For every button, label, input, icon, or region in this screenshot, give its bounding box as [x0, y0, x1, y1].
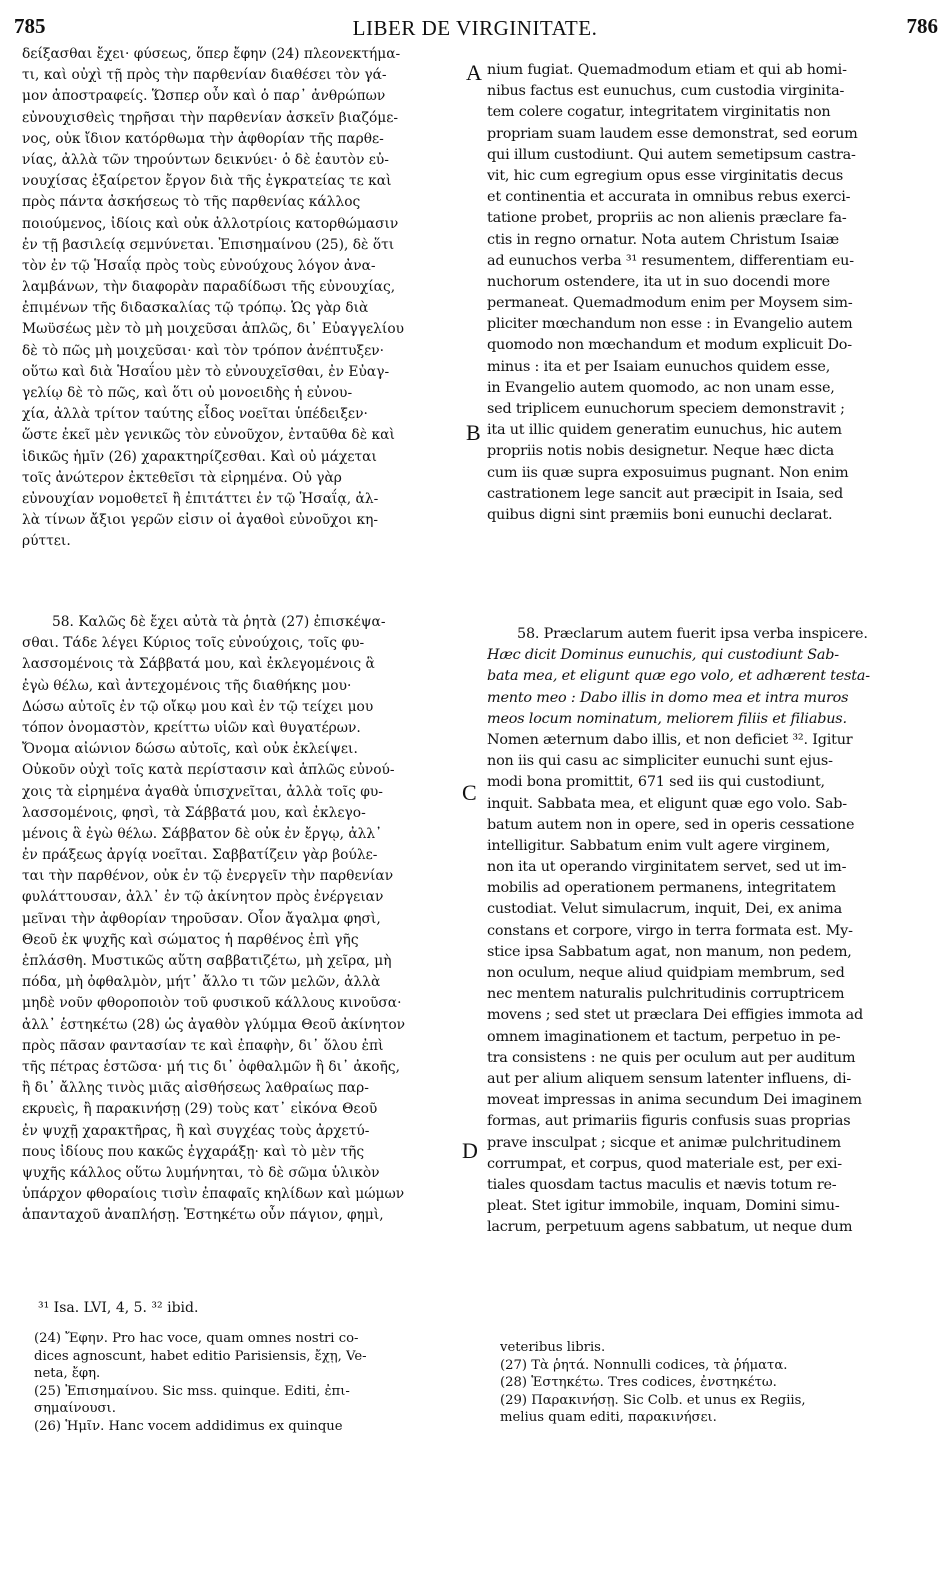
section-marker-b: B	[466, 420, 481, 445]
greek-line: μηδὲ νοῦν φθοροποιὸν τοῦ φυσικοῦ κάλλους κινοῦσα·	[22, 995, 402, 1012]
greek-line: Δώσω αὐτοῖς ἐν τῷ οἴκῳ μου καὶ ἐν τῷ τείχει μου	[22, 698, 374, 715]
greek-line: ται τὴν παρθένον, οὐκ ἐν τῷ ἐνεργεῖν τὴν παρθενίαν	[22, 868, 394, 885]
greek-line: Ὄνομα αἰώνιον δώσω αὐτοῖς, καὶ οὐκ ἐκλείψει.	[22, 741, 358, 758]
latin-line: quibus digni sint præmiis boni eunuchi declarat.	[487, 506, 833, 523]
greek-line: Θεοῦ ἐκ ψυχῆς καὶ σώματος ἡ παρθένος ἐπὶ γῆς	[22, 931, 359, 948]
left-page-number: 785	[14, 14, 46, 38]
greek-line: τοῖς ἀνώτερον ἐκτεθεῖσι τὰ εἰρημένα. Οὐ γὰρ	[22, 469, 342, 486]
greek-line: δὲ τὸ πῶς μὴ μοιχεῦσαι· καὶ τὸν τρόπον ἀνέπτυξεν·	[22, 342, 385, 359]
greek-column-section-58	[22, 612, 472, 1226]
latin-quotation-line: meos locum nominatum, meliorem filiis et filiabus.	[487, 710, 847, 727]
greek-line: ὥστε ἐκεῖ μὲν γενικῶς τὸν εὐνοῦχον, ἐνταῦθα δὲ καὶ	[22, 427, 395, 444]
latin-line: batum autem non in opere, sed in operis cessatione	[487, 816, 855, 833]
footnote-line: (25) Ἐπισημαίνου. Sic mss. quinque. Editi, ἐπι-	[34, 1383, 350, 1399]
latin-line: sed triplicem eunuchorum speciem demonstravit ;	[487, 401, 845, 417]
latin-line: omnem imaginationem et tactum, perpetuo in pe-	[487, 1028, 841, 1045]
footnote-line: (26) Ἡμῖν. Hanc vocem addidimus ex quinque	[34, 1418, 343, 1434]
greek-line: ἰδικῶς ἡμῖν (26) χαρακτηρίζεσθαι. Καὶ οὐ μάχεται	[22, 448, 377, 465]
latin-line: pleat. Stet igitur immobile, inquam, Domini simu-	[487, 1198, 840, 1215]
latin-line: modi bona promittit, 671 sed iis qui custodiunt,	[487, 774, 825, 791]
latin-line: nibus factus est eunuchus, cum custodia virginita-	[487, 83, 845, 100]
greek-line: ρύττει.	[22, 533, 71, 550]
latin-line: quomodo non mœchandum et modum explicuit Do-	[487, 337, 852, 354]
greek-line: ὑπάρχον φθοραίοις τισὶν ἐπαφαῖς κηλίδων καὶ μώμων	[22, 1186, 405, 1203]
latin-line: in Evangelio autem quomodo, ac non unam esse,	[487, 379, 835, 396]
latin-column-section-58	[487, 624, 931, 1238]
greek-line: ἐν ψυχῇ χαρακτῆρας, ἢ καὶ συγχέας τοὺς ἀρχετύ-	[22, 1122, 370, 1139]
greek-line: χοις τὰ εἰρημένα ἀγαθὰ ὑπισχνεῖται, ἀλλὰ τοῖς φυ-	[22, 783, 383, 800]
greek-line: τι, καὶ οὐχὶ τῇ πρὸς τὴν παρθενίαν διαθέσει τὸν γά-	[22, 67, 387, 84]
footnotes-left	[34, 1330, 464, 1436]
latin-line: tatione probet, propriis ac non alienis præclare fa-	[487, 210, 847, 227]
greek-line: οὕτω καὶ διὰ Ἡσαΐου μὲν τὸ εὐνουχεῖσθαι, ἐν Εὐαγ-	[22, 363, 390, 380]
greek-column-top	[22, 44, 472, 553]
latin-column-top	[487, 60, 931, 526]
section-marker-a: A	[466, 60, 482, 85]
greek-line: ἀλλ᾽ ἑστηκέτω (28) ὡς ἀγαθὸν γλύμμα Θεοῦ ἀκίνητον	[22, 1016, 406, 1033]
latin-quotation-line: bata mea, et eligunt quæ ego volo, et adhærent testa-	[487, 668, 870, 685]
greek-line: ἐν πράξεως ἀργίᾳ νοεῖται. Σαββατίζειν γὰρ βούλε-	[22, 847, 378, 864]
running-title: LIBER DE VIRGINITATE.	[352, 16, 598, 40]
greek-line: εὐνουχίαν νομοθετεῖ ἢ ἐπιτάττει ἐν τῷ Ἡσαΐᾳ, ἀλ-	[22, 490, 379, 507]
latin-line: non iis qui casu ac simpliciter eunuchi sunt ejus-	[487, 753, 833, 770]
footnotes-right	[500, 1339, 930, 1427]
greek-line: νος, οὐκ ἴδιον κατόρθωμα τὴν ἀφθορίαν τῆς παρθε-	[22, 130, 384, 147]
latin-quotation-line: Hæc dicit Dominus eunuchis, qui custodiunt Sab-	[487, 647, 839, 664]
greek-line: τόπον ὀνομαστὸν, κρείττω υἱῶν καὶ θυγατέρων.	[22, 719, 361, 736]
greek-line: ψυχῆς κάλλος οὕτω λυμήνηται, τὸ δὲ σῶμα ὑλικὸν	[22, 1164, 380, 1181]
latin-line: minus : ita et per Isaiam eunuchos quidem esse,	[487, 358, 831, 375]
latin-line: corrumpat, et corpus, quod materiale est, per exi-	[487, 1155, 842, 1172]
greek-line: Μωϋσέως μὲν τὸ μὴ μοιχεῦσαι ἁπλῶς, δι᾽ Εὐαγγελίου	[22, 321, 405, 338]
footnote-line: (28) Ἑστηκέτω. Tres codices, ἐνστηκέτω.	[500, 1375, 777, 1391]
greek-line: πους ἰδίους που κακῶς ἐγχαράξῃ· καὶ τὸ μὲν τῆς	[22, 1143, 365, 1160]
footnote-line: veteribus libris.	[500, 1340, 606, 1355]
latin-line: ad eunuchos verba ³¹ resumentem, differentiam eu-	[487, 252, 854, 269]
greek-line: χία, ἀλλὰ τρίτον ταύτης εἶδος νοεῖται ὑπέδειξεν·	[22, 406, 368, 423]
latin-line: qui illum custodiunt. Qui autem semetipsum castra-	[487, 146, 856, 163]
latin-line: nec mentem naturalis pulchritudinis corruptricem	[487, 986, 845, 1003]
latin-line: non oculum, neque aliud quidpiam membrum, sed	[487, 965, 845, 981]
footnote-line: (24) Ἔφην. Pro hac voce, quam omnes nostri co-	[34, 1331, 359, 1346]
latin-paragraph-start: 58. Præclarum autem fuerit ipsa verba inspicere.	[517, 626, 868, 642]
latin-line: propriam suam laudem esse demonstrat, sed eorum	[487, 125, 858, 142]
greek-line: νουχίσας ἐξαίρετον ἔργον διὰ τῆς ἐγκρατείας τε καὶ	[22, 173, 392, 190]
footnote-line: σημαίνουσι.	[34, 1401, 116, 1417]
greek-paragraph-start: 58. Καλῶς δὲ ἔχει αὐτὰ τὰ ῥητὰ (27) ἐπισκέψα-	[52, 614, 386, 630]
greek-line: ἐπλάσθη. Μυστικῶς αὕτη σαββατιζέτω, μὴ χεῖρα, μὴ	[22, 953, 392, 969]
latin-line: castrationem lege sancit aut præcipit in Isaia, sed	[487, 485, 843, 502]
greek-line: δείξασθαι ἔχει· φύσεως, ὅπερ ἔφην (24) πλεονεκτήμα-	[22, 46, 401, 62]
latin-line: custodiat. Velut simulacrum, inquit, Dei, ex anima	[487, 901, 842, 918]
greek-line: φυλάττουσαν, ἀλλ᾽ ἐν τῷ ἀκίνητον πρὸς ἐνέργειαν	[22, 889, 384, 906]
greek-line: μον ἀποστραφείς. Ὥσπερ οὖν καὶ ὁ παρ᾽ ἀνθρώπων	[22, 88, 386, 105]
greek-line: ἐγὼ θέλω, καὶ ἀντεχομένοις τῆς διαθήκης μου·	[22, 677, 352, 694]
section-marker-d: D	[462, 1138, 478, 1163]
latin-line: cum iis quæ supra exposuimus pugnant. Non enim	[487, 464, 849, 481]
latin-line: permaneat. Quemadmodum enim per Moysem sim-	[487, 295, 853, 312]
latin-line: nuchorum ostendere, ita ut in suo docendi more	[487, 273, 830, 290]
footnote-line: melius quam editi, παρακινήσει.	[500, 1410, 717, 1426]
footnote-line: dices agnoscunt, habet editio Parisiensis, ἔχῃ, Ve-	[34, 1348, 367, 1364]
greek-line: εκρυεὶς, ἢ παρακινήσῃ (29) τοὺς κατ᾽ εἰκόνα Θεοῦ	[22, 1101, 378, 1118]
latin-line: aut per alium aliquem sensum latenter influens, di-	[487, 1070, 852, 1087]
greek-line: τὸν ἐν τῷ Ἡσαΐᾳ πρὸς τοὺς εὐνούχους λόγον ἀνα-	[22, 257, 376, 274]
latin-line: ctis in regno ornatur. Nota autem Christum Isaiæ	[487, 231, 840, 248]
latin-line: tra consistens : ne quis per oculum aut per auditum	[487, 1049, 856, 1066]
greek-line: λασσομένοις τὰ Σάββατά μου, καὶ ἐκλεγομένοις ἃ	[22, 656, 375, 673]
greek-line: μένοις ἃ ἐγὼ θέλω. Σάββατον δὲ οὐκ ἐν ἔργῳ, ἀλλ᾽	[22, 825, 383, 842]
latin-line: inquit. Sabbata mea, et eligunt quæ ego volo. Sab-	[487, 795, 847, 812]
latin-line: non ita ut operando virginitatem servet, sed ut im-	[487, 859, 847, 876]
greek-line: ἢ δι᾽ ἄλλης τινὸς μιᾶς αἰσθήσεως λαθραίως παρ-	[22, 1080, 369, 1097]
greek-line: γελίῳ δὲ τὸ πῶς, καὶ ὅτι οὐ μονοειδὴς ἡ εὐνου-	[22, 385, 353, 401]
latin-line: stice ipsa Sabbatum agat, non manum, non pedem,	[487, 943, 852, 960]
latin-line: Nomen æternum dabo illis, et non deficiet ³². Igitur	[487, 731, 853, 748]
greek-line: λαμβάνων, τὴν διαφορὰν παραδίδωσι τῆς εὐνουχίας,	[22, 279, 396, 296]
latin-line: tiales quosdam tactus maculis et nævis totum re-	[487, 1176, 837, 1193]
right-page-number: 786	[906, 14, 938, 38]
latin-line: et continentia et accurata in omnibus rebus exerci-	[487, 189, 851, 206]
page-header	[0, 14, 950, 44]
greek-line: μεῖναι τὴν ἀφθορίαν τηροῦσαν. Οἷον ἄγαλμα φησὶ,	[22, 910, 381, 927]
greek-line: λασσομένοις, φησὶ, τὰ Σάββατά μου, καὶ ἐκλεγο-	[22, 804, 366, 821]
latin-line: prave insculpat ; sicque et animæ pulchritudinem	[487, 1134, 841, 1151]
greek-line: πρὸς πᾶσαν φαντασίαν τε καὶ ἐπαφὴν, δι᾽ ὅλου ἐπὶ	[22, 1037, 384, 1054]
footnote-line: (27) Τὰ ῥητά. Nonnulli codices, τὰ ῥήματα.	[500, 1357, 788, 1373]
greek-line: σθαι. Τάδε λέγει Κύριος τοῖς εὐνούχοις, τοῖς φυ-	[22, 635, 365, 652]
latin-line: mobilis ad operationem permanens, integritatem	[487, 880, 836, 897]
section-marker-c: C	[462, 780, 477, 805]
latin-line: movens ; sed stet ut præclara Dei effigies immota ad	[487, 1007, 864, 1024]
latin-line: intelligitur. Sabbatum enim vult agere virginem,	[487, 837, 831, 854]
latin-line: moveat impressas in anima secundum Dei imaginem	[487, 1092, 862, 1109]
greek-line: ἐν τῇ βασιλείᾳ σεμνύνεται. Ἐπισημαίνου (25), δὲ ὅτι	[22, 236, 395, 253]
latin-quotation-line: mento meo : Dabo illis in domo mea et intra muros	[487, 689, 849, 706]
greek-line: ἁπανταχοῦ ἀναπλήσῃ. Ἑστηκέτω οὖν πάγιον, φημὶ,	[22, 1207, 384, 1224]
greek-line: λὰ τίνων ἄξιοι γερῶν εἰσιν οἱ ἀγαθοὶ εὐνοῦχοι κη-	[22, 512, 379, 529]
greek-line: πόδα, μὴ ὀφθαλμὸν, μήτ᾽ ἄλλο τι τῶν μελῶν, ἀλλὰ	[22, 974, 381, 991]
latin-line: lacrum, perpetuum agens sabbatum, ut neque dum	[487, 1219, 853, 1236]
latin-line: ita ut illic quidem generatim eunuchus, hic autem	[487, 422, 842, 439]
greek-line: νίας, ἀλλὰ τῶν τηρούντων δεικνύει· ὁ δὲ ἑαυτὸν εὐ-	[22, 151, 389, 168]
greek-line: ἐπιμένων τῆς διδασκαλίας τῷ τρόπῳ. Ὡς γὰρ διὰ	[22, 300, 369, 317]
greek-line: ποιούμενος, ἰδίοις καὶ οὐκ ἀλλοτρίοις κατορθώμασιν	[22, 215, 399, 232]
scripture-references: ³¹ Isa. LVI, 4, 5. ³² ibid.	[38, 1300, 199, 1316]
latin-line: formas, aut primariis figuris confusis suas proprias	[487, 1113, 851, 1130]
footnote-line: neta, ἔφη.	[34, 1366, 101, 1382]
latin-line: vit, hic cum egregium opus esse virginitatis decus	[487, 167, 844, 184]
greek-line: πρὸς πάντα ἀσκήσεως τὸ τῆς παρθενίας κάλλος	[22, 194, 361, 211]
latin-line: nium fugiat. Quemadmodum etiam et qui ab homi-	[487, 62, 847, 78]
greek-line: Οὐκοῦν οὐχὶ τοῖς κατὰ περίστασιν καὶ ἁπλῶς εὐνού-	[22, 762, 395, 779]
footnote-line: (29) Παρακινήσῃ. Sic Colb. et unus ex Regiis,	[500, 1392, 806, 1408]
latin-line: propriis notis nobis designetur. Neque hæc dicta	[487, 443, 834, 460]
greek-line: τῆς πέτρας ἑστῶσα· μή τις δι᾽ ὀφθαλμῶν ἢ δι᾽ ἀκοῆς,	[22, 1058, 400, 1075]
latin-line: tem colere cogatur, integritatem virginitatis non	[487, 104, 831, 121]
latin-line: constans et corpore, virgo in terra formata est. My-	[487, 922, 853, 939]
latin-line: pliciter mœchandum non esse : in Evangelio autem	[487, 316, 853, 333]
greek-line: εὐνουχισθεὶς τηρῆσαι τὴν παρθενίαν ἀσκεῖν βιαζόμε-	[22, 109, 399, 126]
